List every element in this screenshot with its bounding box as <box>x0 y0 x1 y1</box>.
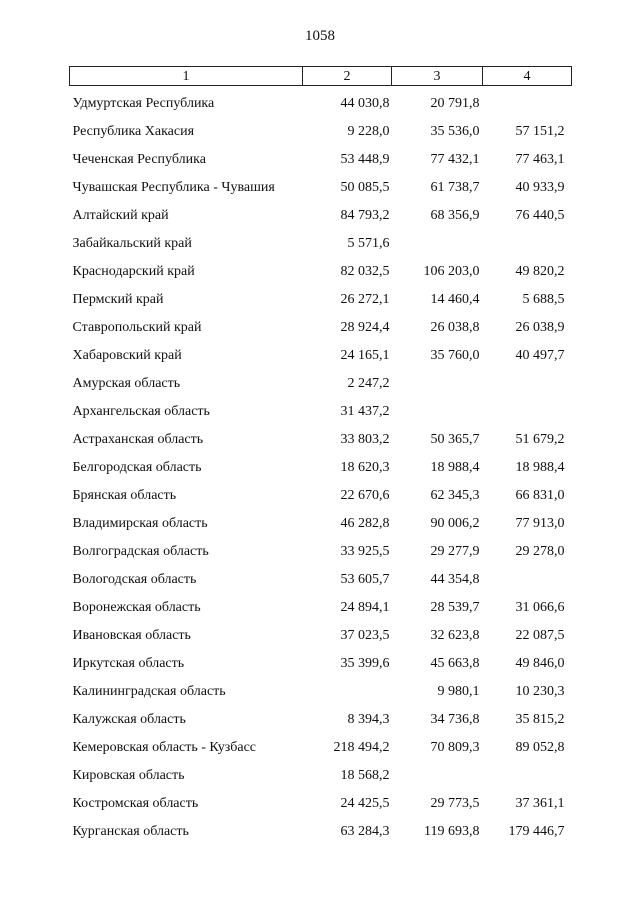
value-cell-col2: 82 032,5 <box>340 264 390 279</box>
value-cell-col4: 37 361,1 <box>515 796 565 811</box>
table-row <box>70 342 572 370</box>
table-row <box>70 538 572 566</box>
region-name-cell: Удмуртская Республика <box>72 96 215 111</box>
table-row <box>70 370 572 398</box>
region-name-cell: Белгородская область <box>72 460 202 475</box>
value-cell-col2: 44 030,8 <box>340 96 390 111</box>
value-cell-col3: 62 345,3 <box>430 488 480 503</box>
region-name-cell: Чеченская Республика <box>72 152 206 167</box>
value-cell-col4: 18 988,4 <box>515 460 565 475</box>
region-name-cell: Калужская область <box>72 712 186 727</box>
region-name-cell: Архангельская область <box>72 404 210 419</box>
value-cell-col4 <box>483 86 572 119</box>
table-row <box>70 258 572 286</box>
value-cell-col3: 45 663,8 <box>430 656 480 671</box>
value-cell-col3: 14 460,4 <box>430 292 480 307</box>
region-name-cell: Вологодская область <box>72 572 197 587</box>
column-header-4: 4 <box>483 67 572 86</box>
value-cell-col4: 49 846,0 <box>515 656 565 671</box>
value-cell-col3: 26 038,8 <box>430 320 480 335</box>
value-cell-col2: 33 803,2 <box>340 432 390 447</box>
table-row <box>70 426 572 454</box>
region-name-cell: Хабаровский край <box>72 348 182 363</box>
value-cell-col4: 179 446,7 <box>508 824 565 839</box>
region-name-cell: Воронежская область <box>72 600 201 615</box>
value-cell-col3 <box>392 398 483 426</box>
table-row <box>70 174 572 202</box>
value-cell-col2: 218 494,2 <box>333 740 390 755</box>
table-row <box>70 706 572 734</box>
value-cell-col2: 35 399,6 <box>340 656 390 671</box>
table-row <box>70 734 572 762</box>
region-name-cell: Ставропольский край <box>72 320 202 335</box>
value-cell-col4 <box>483 762 572 790</box>
value-cell-col3: 44 354,8 <box>430 572 480 587</box>
value-cell-col4 <box>483 370 572 398</box>
value-cell-col3: 18 988,4 <box>430 460 480 475</box>
column-header-3: 3 <box>392 67 483 86</box>
value-cell-col2: 50 085,5 <box>340 180 390 195</box>
value-cell-col2: 2 247,2 <box>347 376 390 391</box>
value-cell-col4: 66 831,0 <box>515 488 565 503</box>
table-row <box>70 146 572 174</box>
value-cell-col3: 35 760,0 <box>430 348 480 363</box>
value-cell-col3 <box>392 762 483 790</box>
header-row <box>70 67 572 86</box>
value-cell-col2: 24 425,5 <box>340 796 390 811</box>
value-cell-col4: 26 038,9 <box>515 320 565 335</box>
table-row <box>70 650 572 678</box>
value-cell-col2: 9 228,0 <box>347 124 390 139</box>
value-cell-col3: 119 693,8 <box>424 824 480 839</box>
region-name-cell: Кировская область <box>72 768 185 783</box>
region-name-cell: Республика Хакасия <box>72 124 195 139</box>
table-row <box>70 398 572 426</box>
region-name-cell: Пермский край <box>72 292 164 307</box>
region-name-cell: Алтайский край <box>72 208 169 223</box>
table-row <box>70 818 572 846</box>
table-row <box>70 790 572 818</box>
value-cell-col4: 35 815,2 <box>515 712 565 727</box>
value-cell-col4: 10 230,3 <box>515 684 565 699</box>
table-row <box>70 510 572 538</box>
value-cell-col2 <box>303 678 392 706</box>
value-cell-col3 <box>392 230 483 258</box>
value-cell-col2: 5 571,6 <box>347 236 390 251</box>
value-cell-col2: 31 437,2 <box>340 404 390 419</box>
value-cell-col3: 34 736,8 <box>430 712 480 727</box>
table-row <box>70 86 572 119</box>
region-name-cell: Иркутская область <box>72 656 185 671</box>
column-header-2: 2 <box>303 67 392 86</box>
value-cell-col3: 61 738,7 <box>430 180 480 195</box>
value-cell-col4: 51 679,2 <box>515 432 565 447</box>
value-cell-col3: 29 277,9 <box>430 544 480 559</box>
value-cell-col2: 18 620,3 <box>340 460 390 475</box>
value-cell-col4: 77 913,0 <box>515 516 565 531</box>
region-name-cell: Чувашская Республика - Чувашия <box>72 180 275 195</box>
budget-table <box>69 66 572 846</box>
table-row <box>70 622 572 650</box>
region-name-cell: Амурская область <box>72 376 181 391</box>
value-cell-col2: 37 023,5 <box>340 628 390 643</box>
value-cell-col2: 22 670,6 <box>340 488 390 503</box>
table-row <box>70 230 572 258</box>
table-row <box>70 454 572 482</box>
region-name-cell: Костромская область <box>72 796 199 811</box>
value-cell-col3: 68 356,9 <box>430 208 480 223</box>
value-cell-col3: 32 623,8 <box>430 628 480 643</box>
table-row <box>70 118 572 146</box>
value-cell-col4: 76 440,5 <box>515 208 565 223</box>
value-cell-col3: 90 006,2 <box>430 516 480 531</box>
value-cell-col2: 53 448,9 <box>340 152 390 167</box>
value-cell-col4: 40 933,9 <box>515 180 565 195</box>
value-cell-col4: 31 066,6 <box>515 600 565 615</box>
table-row <box>70 286 572 314</box>
table-body <box>70 86 572 847</box>
table-row <box>70 762 572 790</box>
value-cell-col4 <box>483 566 572 594</box>
value-cell-col4: 5 688,5 <box>522 292 565 307</box>
region-name-cell: Краснодарский край <box>72 264 195 279</box>
value-cell-col4: 77 463,1 <box>515 152 565 167</box>
value-cell-col2: 24 894,1 <box>340 600 390 615</box>
value-cell-col3: 77 432,1 <box>430 152 480 167</box>
value-cell-col4: 89 052,8 <box>515 740 565 755</box>
table-header <box>70 67 572 86</box>
value-cell-col3 <box>392 370 483 398</box>
value-cell-col2: 8 394,3 <box>347 712 390 727</box>
value-cell-col2: 18 568,2 <box>340 768 390 783</box>
value-cell-col4: 57 151,2 <box>515 124 565 139</box>
value-cell-col2: 84 793,2 <box>340 208 390 223</box>
value-cell-col4: 40 497,7 <box>515 348 565 363</box>
value-cell-col2: 33 925,5 <box>340 544 390 559</box>
region-name-cell: Кемеровская область - Кузбасс <box>72 740 257 755</box>
value-cell-col3: 106 203,0 <box>423 264 480 279</box>
value-cell-col3: 70 809,3 <box>430 740 480 755</box>
value-cell-col3: 29 773,5 <box>430 796 480 811</box>
value-cell-col2: 53 605,7 <box>340 572 390 587</box>
value-cell-col2: 24 165,1 <box>340 348 390 363</box>
region-name-cell: Ивановская область <box>72 628 191 643</box>
value-cell-col2: 28 924,4 <box>340 320 390 335</box>
region-name-cell: Забайкальский край <box>72 236 192 251</box>
page-number: 1058 <box>305 28 335 44</box>
value-cell-col4: 29 278,0 <box>515 544 565 559</box>
region-name-cell: Владимирская область <box>72 516 208 531</box>
value-cell-col3: 50 365,7 <box>430 432 480 447</box>
region-name-cell: Астраханская область <box>72 432 204 447</box>
region-name-cell: Курганская область <box>72 824 189 839</box>
table-row <box>70 202 572 230</box>
value-cell-col3: 20 791,8 <box>430 96 480 111</box>
table-row <box>70 566 572 594</box>
value-cell-col2: 46 282,8 <box>340 516 390 531</box>
value-cell-col4: 49 820,2 <box>515 264 565 279</box>
value-cell-col2: 26 272,1 <box>340 292 390 307</box>
value-cell-col4 <box>483 230 572 258</box>
region-name-cell: Калининградская область <box>72 684 226 699</box>
table-row <box>70 594 572 622</box>
region-name-cell: Брянская область <box>72 488 177 503</box>
value-cell-col4 <box>483 398 572 426</box>
table-row <box>70 678 572 706</box>
value-cell-col3: 9 980,1 <box>437 684 480 699</box>
table-row <box>70 482 572 510</box>
value-cell-col4: 22 087,5 <box>515 628 565 643</box>
value-cell-col2: 63 284,3 <box>340 824 390 839</box>
value-cell-col3: 28 539,7 <box>430 600 480 615</box>
value-cell-col3: 35 536,0 <box>430 124 480 139</box>
region-name-cell: Волгоградская область <box>72 544 209 559</box>
column-header-1: 1 <box>70 67 303 86</box>
table-row <box>70 314 572 342</box>
